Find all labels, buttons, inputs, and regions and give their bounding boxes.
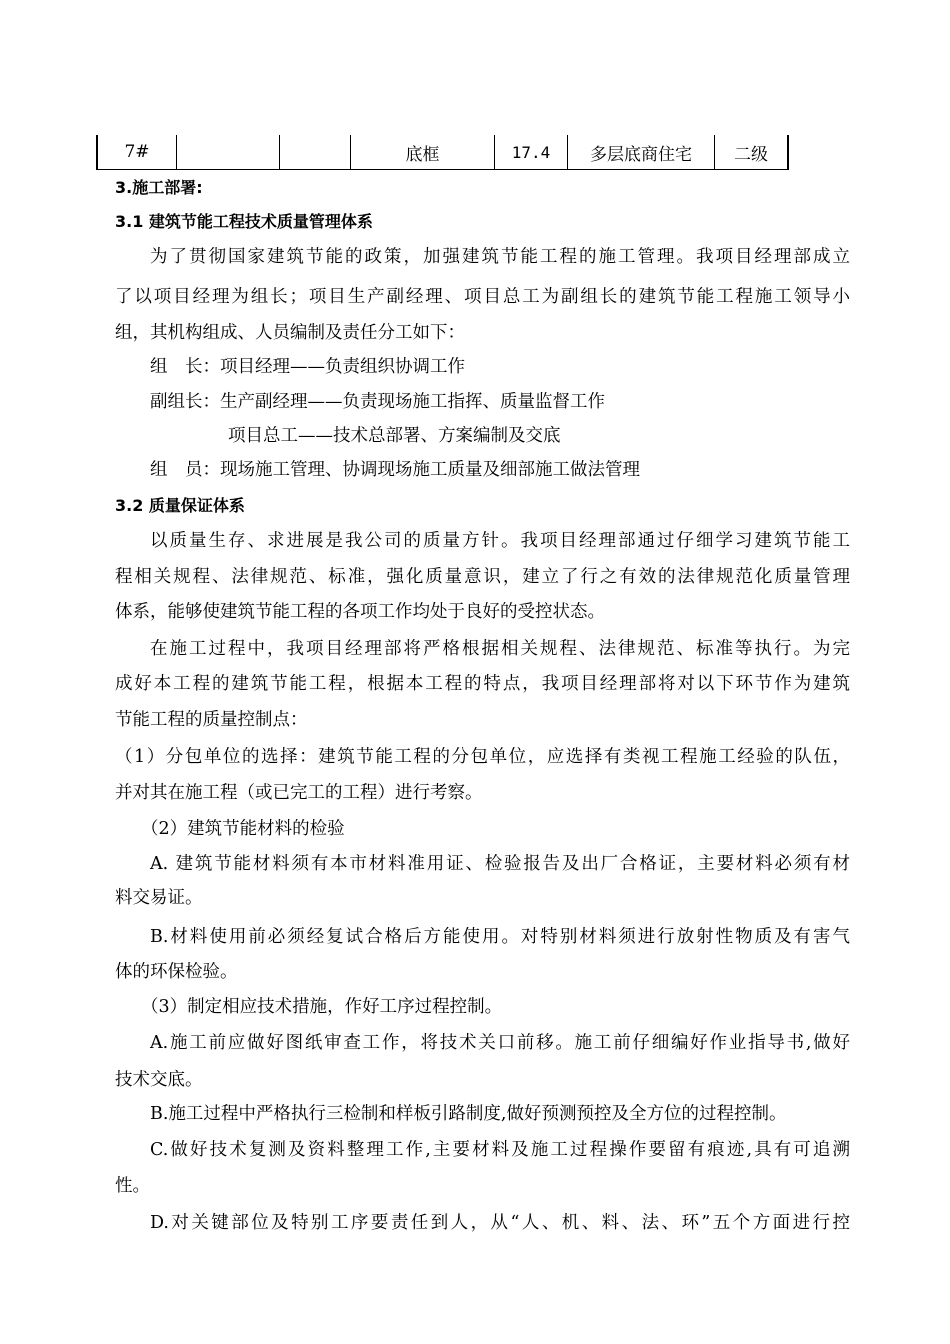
org-vice-line: 项目总工——技术总部署、方案编制及交底 <box>228 426 561 446</box>
list-item: 技术交底。 <box>115 1070 203 1090</box>
table-cell: 多层底商住宅 <box>568 135 715 170</box>
paragraph-line: 了以项目经理为组长；项目生产副经理、项目总工为副组长的建筑节能工程施工领导小 <box>115 287 850 307</box>
paragraph-line: 程相关规程、法律规范、标准，强化质量意识，建立了行之有效的法律规范化质量管理 <box>115 567 850 587</box>
org-leader-line: 组 长：项目经理——负责组织协调工作 <box>150 357 465 377</box>
table-cell: 二级 <box>715 135 789 170</box>
list-item: B.材料使用前必须经复试合格后方能使用。对特别材料须进行放射性物质及有害气 <box>150 927 850 947</box>
paragraph-line: 成好本工程的建筑节能工程，根据本工程的特点，我项目经理部将对以下环节作为建筑 <box>115 674 850 694</box>
org-member-line: 组 员：现场施工管理、协调现场施工质量及细部施工做法管理 <box>150 460 640 480</box>
paragraph-line: 组，其机构组成、人员编制及责任分工如下： <box>115 323 465 343</box>
list-item: A. 建筑节能材料须有本市材料准用证、检验报告及出厂合格证，主要材料必须有材 <box>150 854 850 874</box>
list-item: （3）制定相应技术措施，作好工序过程控制。 <box>141 997 503 1017</box>
list-item: 并对其在施工程（或已完工的工程）进行考察。 <box>115 783 483 803</box>
list-item: A.施工前应做好图纸审查工作，将技术关口前移。施工前仔细编好作业指导书,做好 <box>150 1033 850 1053</box>
list-item: （1）分包单位的选择：建筑节能工程的分包单位，应选择有类视工程施工经验的队伍， <box>115 747 850 767</box>
table-cell <box>280 135 351 170</box>
table-cell: 底框 <box>351 135 495 170</box>
table-cell <box>177 135 280 170</box>
list-item: 体的环保检验。 <box>115 962 238 982</box>
paragraph-line: 节能工程的质量控制点： <box>115 710 308 730</box>
table-cell: 7# <box>97 135 177 170</box>
subsection-heading: 3.1 建筑节能工程技术质量管理体系 <box>115 212 373 231</box>
table-cell: 17.4 <box>495 135 568 170</box>
list-item: 料交易证。 <box>115 888 203 908</box>
building-table <box>96 135 789 170</box>
list-item: （2）建筑节能材料的检验 <box>141 819 345 839</box>
list-item: B.施工过程中严格执行三检制和样板引路制度,做好预测预控及全方位的过程控制。 <box>150 1104 787 1124</box>
list-item: 性。 <box>115 1176 150 1196</box>
paragraph-line: 以质量生存、求进展是我公司的质量方针。我项目经理部通过仔细学习建筑节能工 <box>150 531 850 551</box>
paragraph-line: 为了贯彻国家建筑节能的政策，加强建筑节能工程的施工管理。我项目经理部成立 <box>150 247 850 267</box>
paragraph-line: 在施工过程中，我项目经理部将严格根据相关规程、法律规范、标准等执行。为完 <box>150 639 850 659</box>
section-heading: 3.施工部署: <box>115 178 203 197</box>
org-vice-line: 副组长：生产副经理——负责现场施工指挥、质量监督工作 <box>150 392 605 412</box>
list-item: D.对关键部位及特别工序要责任到人，从“人、机、料、法、环”五个方面进行控 <box>150 1213 850 1233</box>
table-row <box>97 135 788 170</box>
subsection-heading: 3.2 质量保证体系 <box>115 496 245 515</box>
paragraph-line: 体系，能够使建筑节能工程的各项工作均处于良好的受控状态。 <box>115 602 605 622</box>
list-item: C.做好技术复测及资料整理工作,主要材料及施工过程操作要留有痕迹,具有可追溯 <box>150 1140 850 1160</box>
